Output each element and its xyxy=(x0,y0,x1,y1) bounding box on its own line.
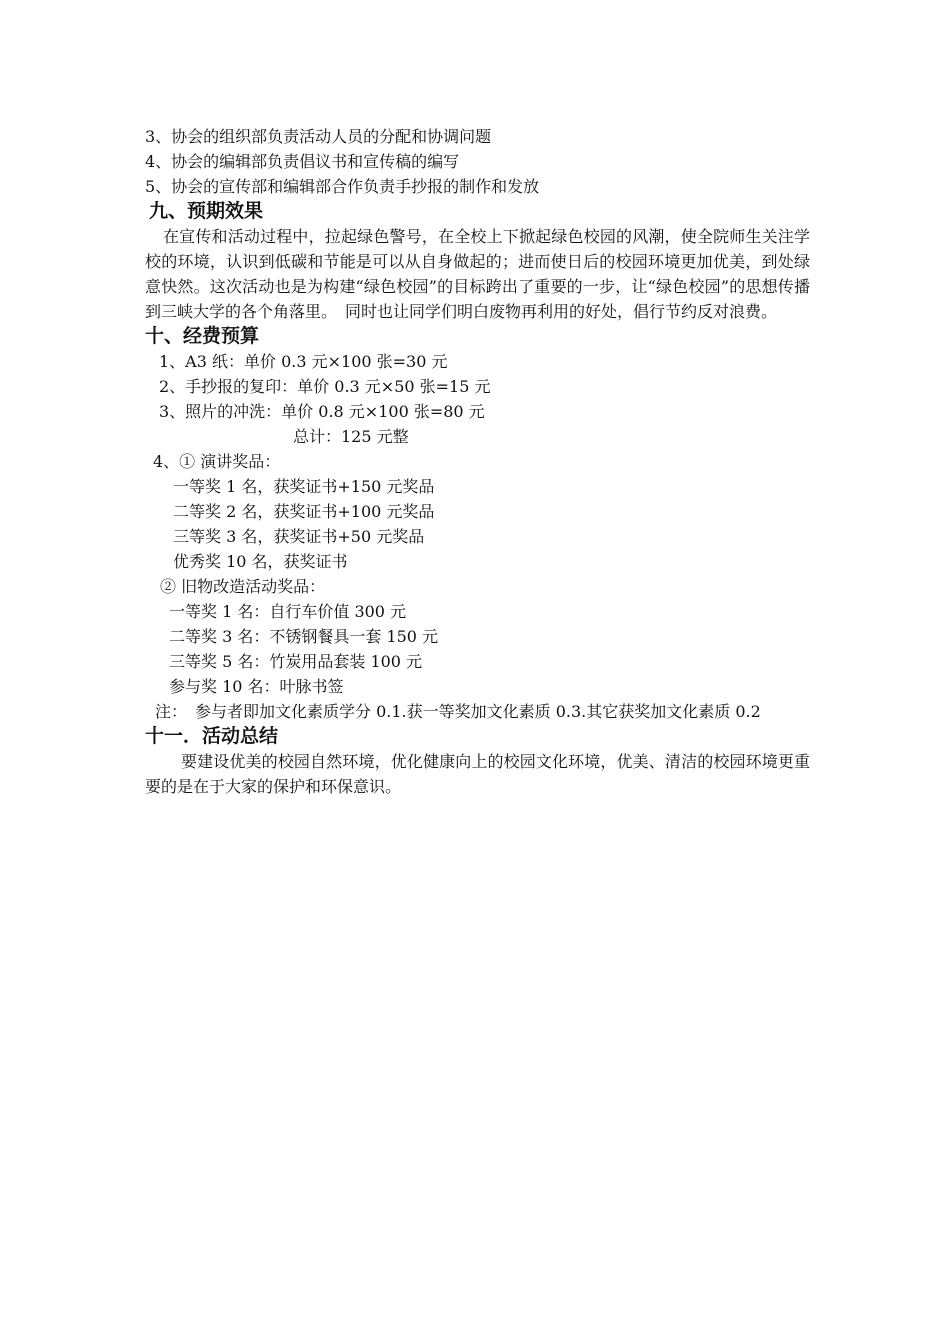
document-page xyxy=(145,124,810,799)
task-item: 3、协会的组织部负责活动人员的分配和协调问题 xyxy=(145,127,492,146)
expected-effect-paragraph: 在宣传和活动过程中，拉起绿色警号，在全校上下掀起绿色校园的风潮，使全院师生关注学校的环境，认识到低碳和节能是可以从自身做起的；进而使日后的校园环境更加优美，到处绿意快然。这次活动也是为构建“绿色校园”的目标跨出了重要的一步，让“绿色校园”的思想传播到三峡大学的各个角落里。 同时也让同学们明白废物再利用的好处，倡行节约反对浪费。 xyxy=(145,227,810,321)
cost-item: 2、手抄报的复印：单价 0.3 元×50 张=15 元 xyxy=(159,377,491,396)
prize-item: 三等奖 5 名：竹炭用品套装 100 元 xyxy=(169,652,423,671)
prize-item: 三等奖 3 名，获奖证书+50 元奖品 xyxy=(173,527,425,546)
cost-item: 1、A3 纸：单价 0.3 元×100 张=30 元 xyxy=(159,352,448,371)
section-heading-summary: 十一．活动总结 xyxy=(145,725,279,747)
cost-total: 总计：125 元整 xyxy=(293,427,409,446)
task-item: 5、协会的宣传部和编辑部合作负责手抄报的制作和发放 xyxy=(145,177,540,196)
cost-item: 3、照片的冲洗：单价 0.8 元×100 张=80 元 xyxy=(159,402,485,421)
prize-item: 参与奖 10 名：叶脉书签 xyxy=(169,677,344,696)
prize-item: 二等奖 2 名，获奖证书+100 元奖品 xyxy=(173,502,435,521)
section-heading-budget: 十、经费预算 xyxy=(145,325,260,347)
prize-item: 二等奖 3 名：不锈钢餐具一套 150 元 xyxy=(169,627,439,646)
summary-paragraph: 要建设优美的校园自然环境，优化健康向上的校园文化环境，优美、清洁的校园环境更重要的是在于大家的保护和环保意识。 xyxy=(145,752,810,796)
prize-item: 优秀奖 10 名，获奖证书 xyxy=(173,552,348,571)
prize-item: 一等奖 1 名：自行车价值 300 元 xyxy=(169,602,407,621)
task-item: 4、协会的编辑部负责倡议书和宣传稿的编写 xyxy=(145,152,460,171)
reuse-prize-title: ② 旧物改造活动奖品： xyxy=(160,577,326,596)
speech-prize-title: 4、① 演讲奖品： xyxy=(153,452,281,471)
section-heading-expected-effect: 九、预期效果 xyxy=(149,200,264,222)
prize-item: 一等奖 1 名，获奖证书+150 元奖品 xyxy=(173,477,435,496)
budget-note: 注： 参与者即加文化素质学分 0.1.获一等奖加文化素质 0.3.其它获奖加文化素质 0.2 xyxy=(155,702,761,721)
